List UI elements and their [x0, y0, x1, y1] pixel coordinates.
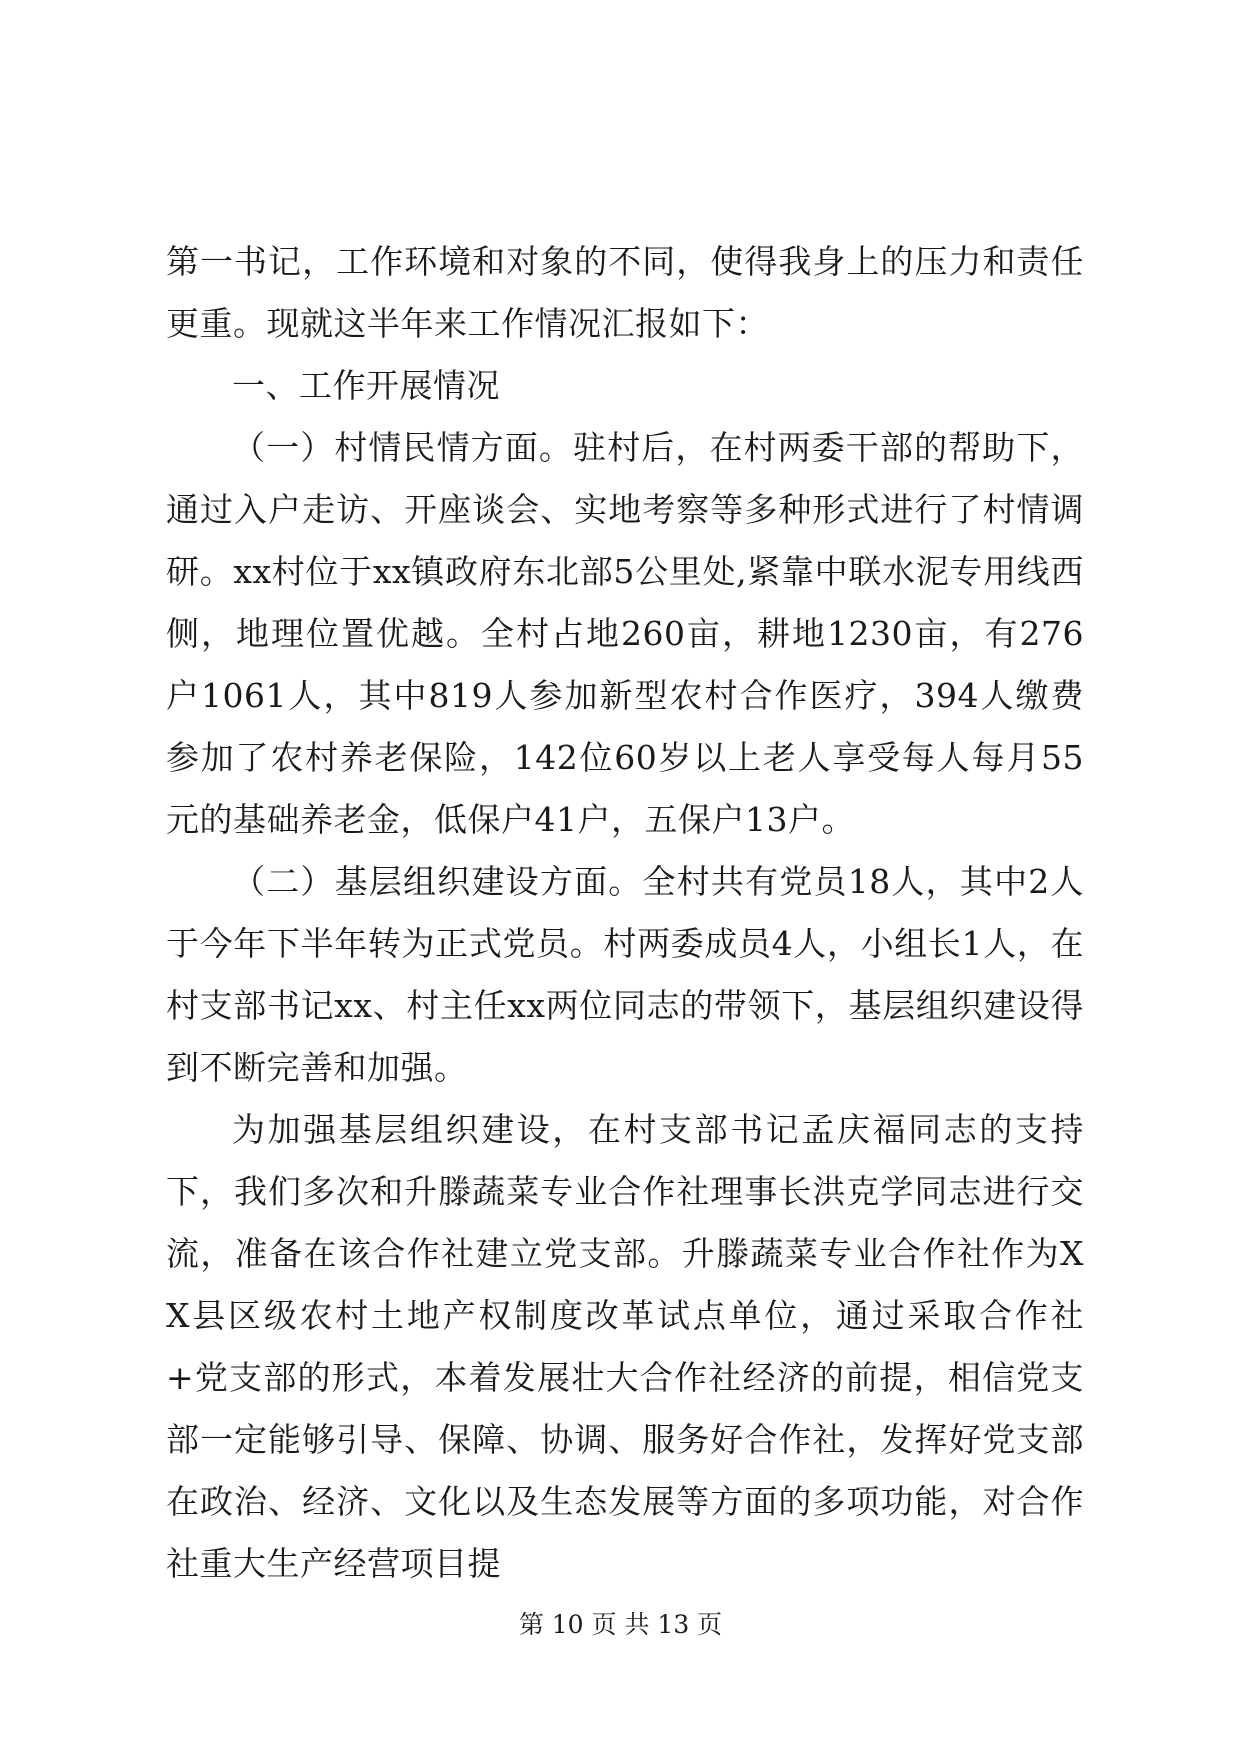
- paragraph-village-situation: （一）村情民情方面。驻村后，在村两委干部的帮助下，通过入户走访、开座谈会、实地考察等多种形式进行了村情调研。xx村位于xx镇政府东北部5公里处,紧靠中联水泥专用线西侧，地理位置优越。全村占地260亩，耕地1230亩，有276户1061人，其中819人参加新型农村合作医疗，394人缴费参加了农村养老保险，142位60岁以上老人享受每人每月55元的基础养老金，低保户41户，五保户13户。: [166, 428, 1084, 839]
- document-body: [166, 231, 1084, 1595]
- paragraph-grassroots-organization: （二）基层组织建设方面。全村共有党员18人，其中2人于今年下半年转为正式党员。村两委成员4人，小组长1人，在村支部书记xx、村主任xx两位同志的带领下，基层组织建设得到不断完善和加强。: [166, 862, 1084, 1087]
- section-heading: 一、工作开展情况: [232, 366, 500, 405]
- page-number-footer: 第 10 页 共 13 页: [518, 1610, 723, 1639]
- paragraph-party-branch: 为加强基层组织建设，在村支部书记孟庆福同志的支持下，我们多次和升滕蔬菜专业合作社理事长洪克学同志进行交流，准备在该合作社建立党支部。升滕蔬菜专业合作社作为XX县区级农村土地产权制度改革试点单位，通过采取合作社+党支部的形式，本着发展壮大合作社经济的前提，相信党支部一定能够引导、保障、协调、服务好合作社，发挥好党支部在政治、经济、文化以及生态发展等方面的多项功能，对合作社重大生产经营项目提: [166, 1110, 1084, 1583]
- paragraph-continuation: 第一书记，工作环境和对象的不同，使得我身上的压力和责任更重。现就这半年来工作情况汇报如下：: [166, 242, 1084, 343]
